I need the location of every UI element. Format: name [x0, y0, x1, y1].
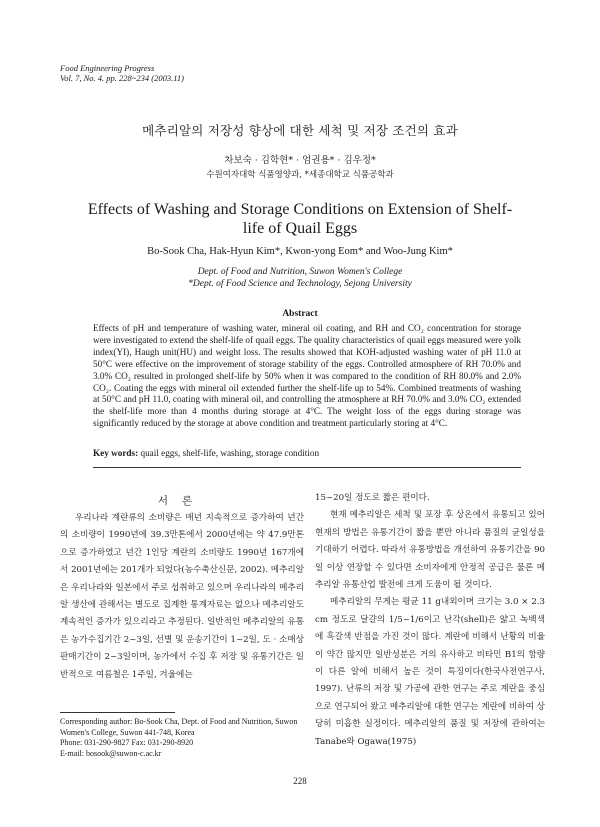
journal-citation: Vol. 7, No. 4. pp. 228~234 (2003.11)	[60, 73, 184, 83]
affiliation-line: *Dept. of Food Science and Technology, Sejong University	[188, 279, 412, 289]
korean-authors: 차보숙 · 김학현* · 엄권용* · 김우정*	[224, 155, 376, 166]
keywords-label: Key words:	[93, 448, 139, 458]
keywords	[93, 448, 521, 458]
korean-title: 메추리알의 저장성 향상에 대한 세척 및 저장 조건의 효과	[142, 123, 458, 138]
abstract-divider	[93, 467, 521, 468]
english-title: Effects of Washing and Storage Conditions on Extension of Shelf-life of Quail Eggs	[87, 201, 513, 237]
journal-name: Food Engineering Progress	[60, 63, 155, 73]
paragraph: 우리나라 계란류의 소비량은 매년 지속적으로 증가하여 년간의 소비량이 1990년에 39.3만톤에서 2000년에는 약 47.9만톤으로 증가하였고 년간 1인당 계란의 소비량도 1990년 167개에서 2001년에는 201개가 되었다(농수축산신문, 2002). 메추리알은 우리나라와 일본에서 주로 섭취하고 있으며 우리나라의 메추리알 생산에 관해서는 별도로 집계한 통계자료는 없으나 메추리알도 계속적인 증가가 있으리라고 추정된다. 일반적인 메추리알의 유통은 농가수집기간 2~3일, 선별 및 운송기간이 1~2일, 도 · 소매상 판매기간이 2~3일이며, 농가에서 수집 후 저장 및 유통기간은 일반적으로 여름철은 1주일, 겨울에는	[60, 513, 304, 680]
paragraph: 15~20일 정도로 짧은 편이다.	[315, 493, 430, 503]
footnote	[60, 717, 300, 759]
footnote-divider	[60, 712, 175, 713]
corresponding-author: Corresponding author: Bo-Sook Cha, Dept. of Food and Nutrition, Suwon Women's College, Suwon 441-748, Korea	[60, 717, 298, 737]
korean-affiliation: 수원여자대학 식품영양과, *세종대학교 식품공학과	[206, 170, 394, 180]
section-title-introduction: 서론	[157, 495, 207, 507]
abstract-text: Effects of pH and temperature of washing water, mineral oil coating, and RH and CO₂ concentration for storage were investigated to extend the shelf-life of quail eggs. The quality characteristics of quail eggs measured were yolk index(YI), Haugh unit(HU) and weight loss. The results showed that KOH-adjusted washing water of pH 11.0 at 50°C were effective on the improvement of storage stability of the eggs. Controlled atmosphere of RH 70.0% and 3.0% CO₂ resulted in prolonged shelf-life by 50% when it was compared to the condition of RH 80.0% and 2.0% CO₂. Coating the eggs with mineral oil extended further the shelf-life up to 54%. Combined treatments of washing at 50°C and pH 11.0, coating with mineral oil, and controlling the atmosphere at RH 70.0% and 3.0% CO₂ extended the shelf-life more than 4 months during storage at 4°C. The weight loss of the eggs during storage was significantly reduced by the storage at above condition and treatment particularly storing at 4°C.	[93, 323, 521, 429]
abstract-heading: Abstract	[282, 309, 318, 319]
paragraph: 현재 메추리알은 세척 및 포장 후 상온에서 유통되고 있어 현재의 방법은 유통기간이 짧을 뿐만 아니라 품질의 균일성을 기대하기 어렵다. 따라서 유통방법을 개선하여 유통기간을 90일 이상 연장할 수 있다면 소비자에게 안정적 공급은 물론 메추리알 유통산업 발전에 크게 도움이 될 것이다.	[315, 510, 545, 591]
affiliation-line: Dept. of Food and Nutrition, Suwon Women's College	[197, 267, 403, 277]
contact-phone: Phone: 031-290-9827 Fax: 031-290-8920	[60, 738, 194, 747]
right-column	[315, 490, 545, 751]
english-affiliations	[0, 266, 600, 290]
page-number: 228	[293, 776, 307, 786]
journal-header	[60, 63, 184, 83]
english-authors: Bo-Sook Cha, Hak-Hyun Kim*, Kwon-yong Eom* and Woo-Jung Kim*	[147, 246, 453, 257]
left-column	[60, 510, 304, 684]
paragraph: 메추리알의 무게는 평균 11 g내외이며 크기는 3.0 × 2.3 cm 정도로 달걀의 1/5~1/6이고 난각(shell)은 얇고 녹백색에 흑갈색 반점을 가진 것이 많다. 계란에 비해서 난황의 비율이 약간 많지만 일반성분은 거의 유사하고 비타민 B1의 함량이 다른 알에 비해서 높은 것이 특징이다(한국사전연구사, 1997). 난류의 저장 및 가공에 관한 연구는 주로 계란을 중심으로 연구되어 왔고 메추리알에 대한 연구는 계란에 비하여 상당히 미흡한 실정이다. 메추리알의 품질 및 저장에 관하여는 Tanabe와 Ogawa(1975)	[315, 597, 545, 747]
keywords-list: quail eggs, shelf-life, washing, storage condition	[140, 448, 320, 458]
contact-email: E-mail: bosook@suwon-c.ac.kr	[60, 748, 162, 758]
